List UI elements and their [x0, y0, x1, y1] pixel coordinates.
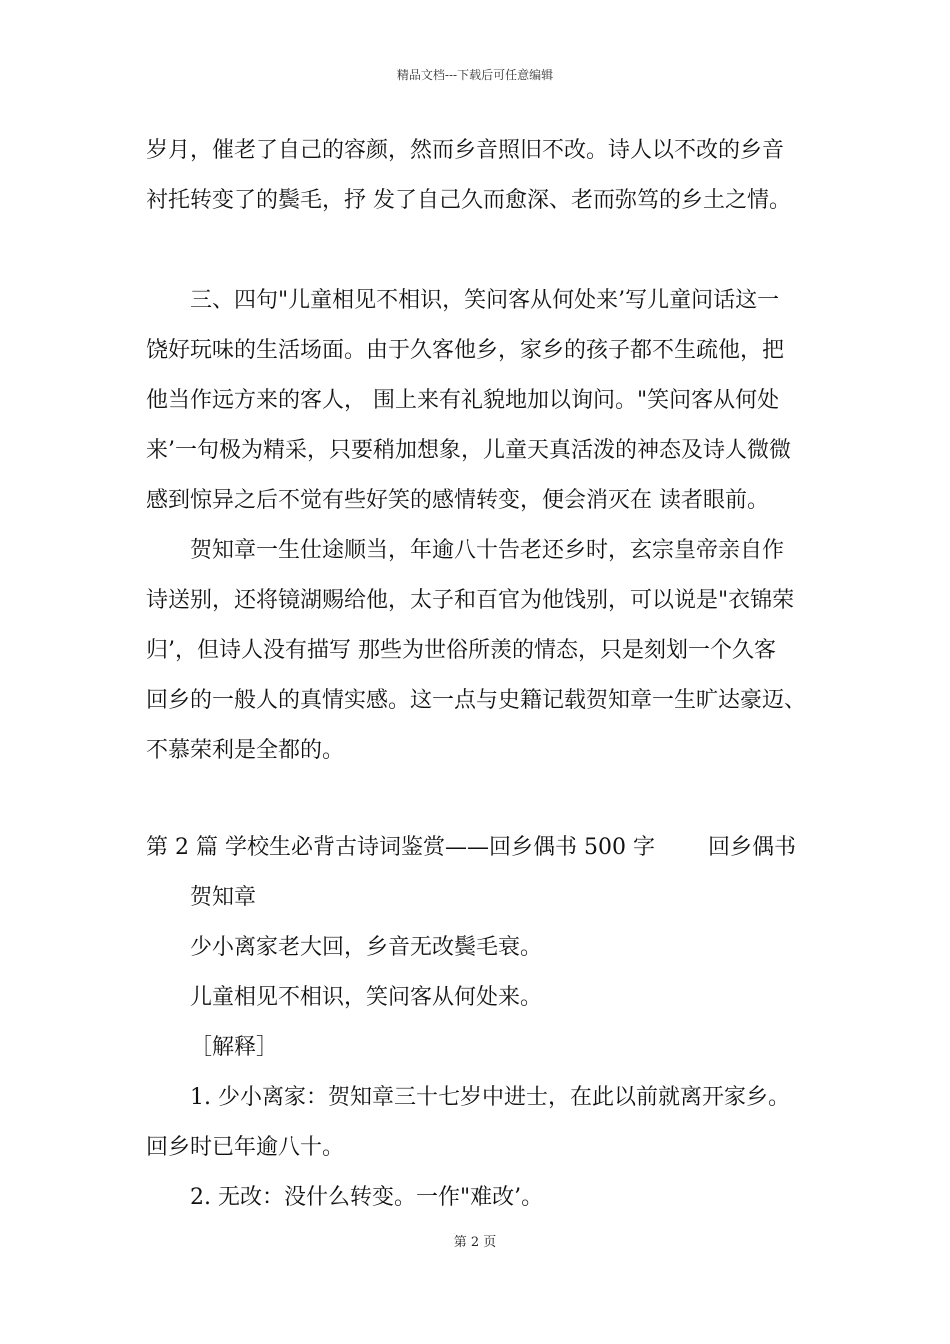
paragraph-line: 岁月，催老了自己的容颜，然而乡音照旧不改。诗人以不改的乡音 — [146, 138, 785, 163]
paragraph-line: 饶好玩味的生活场面。由于久客他乡，家乡的孩子都不生疏他，把 — [146, 338, 785, 363]
paragraph-line: 不慕荣利是全都的。 — [146, 738, 345, 763]
paragraph-line: 衬托转变了的鬓毛，抒 发了自己久而愈深、老而弥笃的乡土之情。 — [146, 188, 791, 213]
poem-line: 儿童相见不相识，笑问客从何处来。 — [190, 985, 543, 1010]
paragraph-line: 归’，但诗人没有描写 那些为世俗所羡的情态，只是刻划一个久客 — [146, 638, 776, 663]
paragraph-line: 三、四句"儿童相见不相识，笑问客从何处来’写儿童问话这一 — [190, 288, 780, 313]
section-title: 第 2 篇 学校生必背古诗词鉴赏——回乡偶书 500 字 — [146, 835, 655, 860]
paragraph-line: 回乡的一般人的真情实感。这一点与史籍记载贺知章一生旷达豪迈、 — [146, 688, 807, 713]
note-item: 1. 少小离家：贺知章三十七岁中进士，在此以前就离开家乡。 — [190, 1085, 790, 1110]
page-footer: 第 2 页 — [453, 1235, 497, 1250]
notes-label: ［解释］ — [190, 1035, 279, 1060]
poem-line: 少小离家老大回，乡音无改鬓毛衰。 — [190, 935, 543, 960]
paragraph-line: 贺知章一生仕途顺当，年逾八十告老还乡时，玄宗皇帝亲自作 — [190, 538, 785, 563]
paragraph-line: 诗送别，还将镜湖赐给他，太子和百官为他饯别，可以说是"衣锦荣 — [146, 588, 795, 613]
paragraph-line: 他当作远方来的客人， 围上来有礼貌地加以询问。"笑问客从何处 — [146, 388, 780, 413]
paragraph-line: 来’一句极为精采，只要稍加想象，儿童天真活泼的神态及诗人微微 — [146, 438, 791, 463]
paragraph-line: 感到惊异之后不觉有些好笑的感情转变，便会消灭在 读者眼前。 — [146, 488, 769, 513]
note-item: 回乡时已年逾八十。 — [146, 1135, 345, 1160]
page-header: 精品文档---下载后可任意编辑 — [396, 68, 554, 82]
note-item: 2. 无改：没什么转变。一作"难改’。 — [190, 1185, 544, 1210]
section-title-right: 回乡偶书 — [708, 835, 797, 860]
poem-author: 贺知章 — [190, 885, 257, 910]
